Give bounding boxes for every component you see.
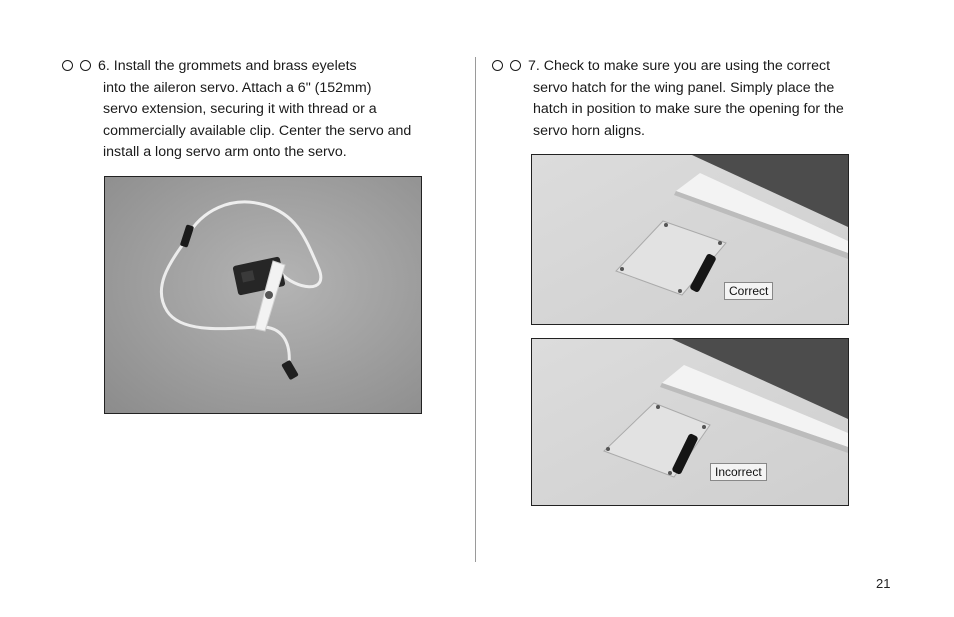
incorrect-label: Incorrect (710, 463, 767, 481)
correct-label: Correct (724, 282, 773, 300)
step-6-first-line: 6. Install the grommets and brass eyelets (98, 58, 357, 74)
step-7-first-line: 7. Check to make sure you are using the correct (528, 58, 831, 74)
checkbox-icon (62, 60, 73, 71)
checkbox-icon (492, 60, 503, 71)
servo-photo (104, 176, 422, 414)
step-7-body: servo hatch for the wing panel. Simply place the hatch in position to make sure the opening for the servo horn aligns. (533, 79, 844, 139)
checkbox-icon (510, 60, 521, 71)
correct-hatch-photo (531, 154, 849, 325)
page-number: 21 (876, 576, 891, 591)
step-6 (62, 56, 442, 164)
step-6-body: into the aileron servo. Attach a 6" (152mm) servo extension, securing it with thread or a commercially available clip. Center the servo and install a long servo arm onto the servo. (103, 79, 412, 161)
step-7 (492, 56, 872, 142)
incorrect-hatch-photo (531, 338, 849, 506)
checkbox-icon (80, 60, 91, 71)
column-divider (475, 57, 476, 562)
